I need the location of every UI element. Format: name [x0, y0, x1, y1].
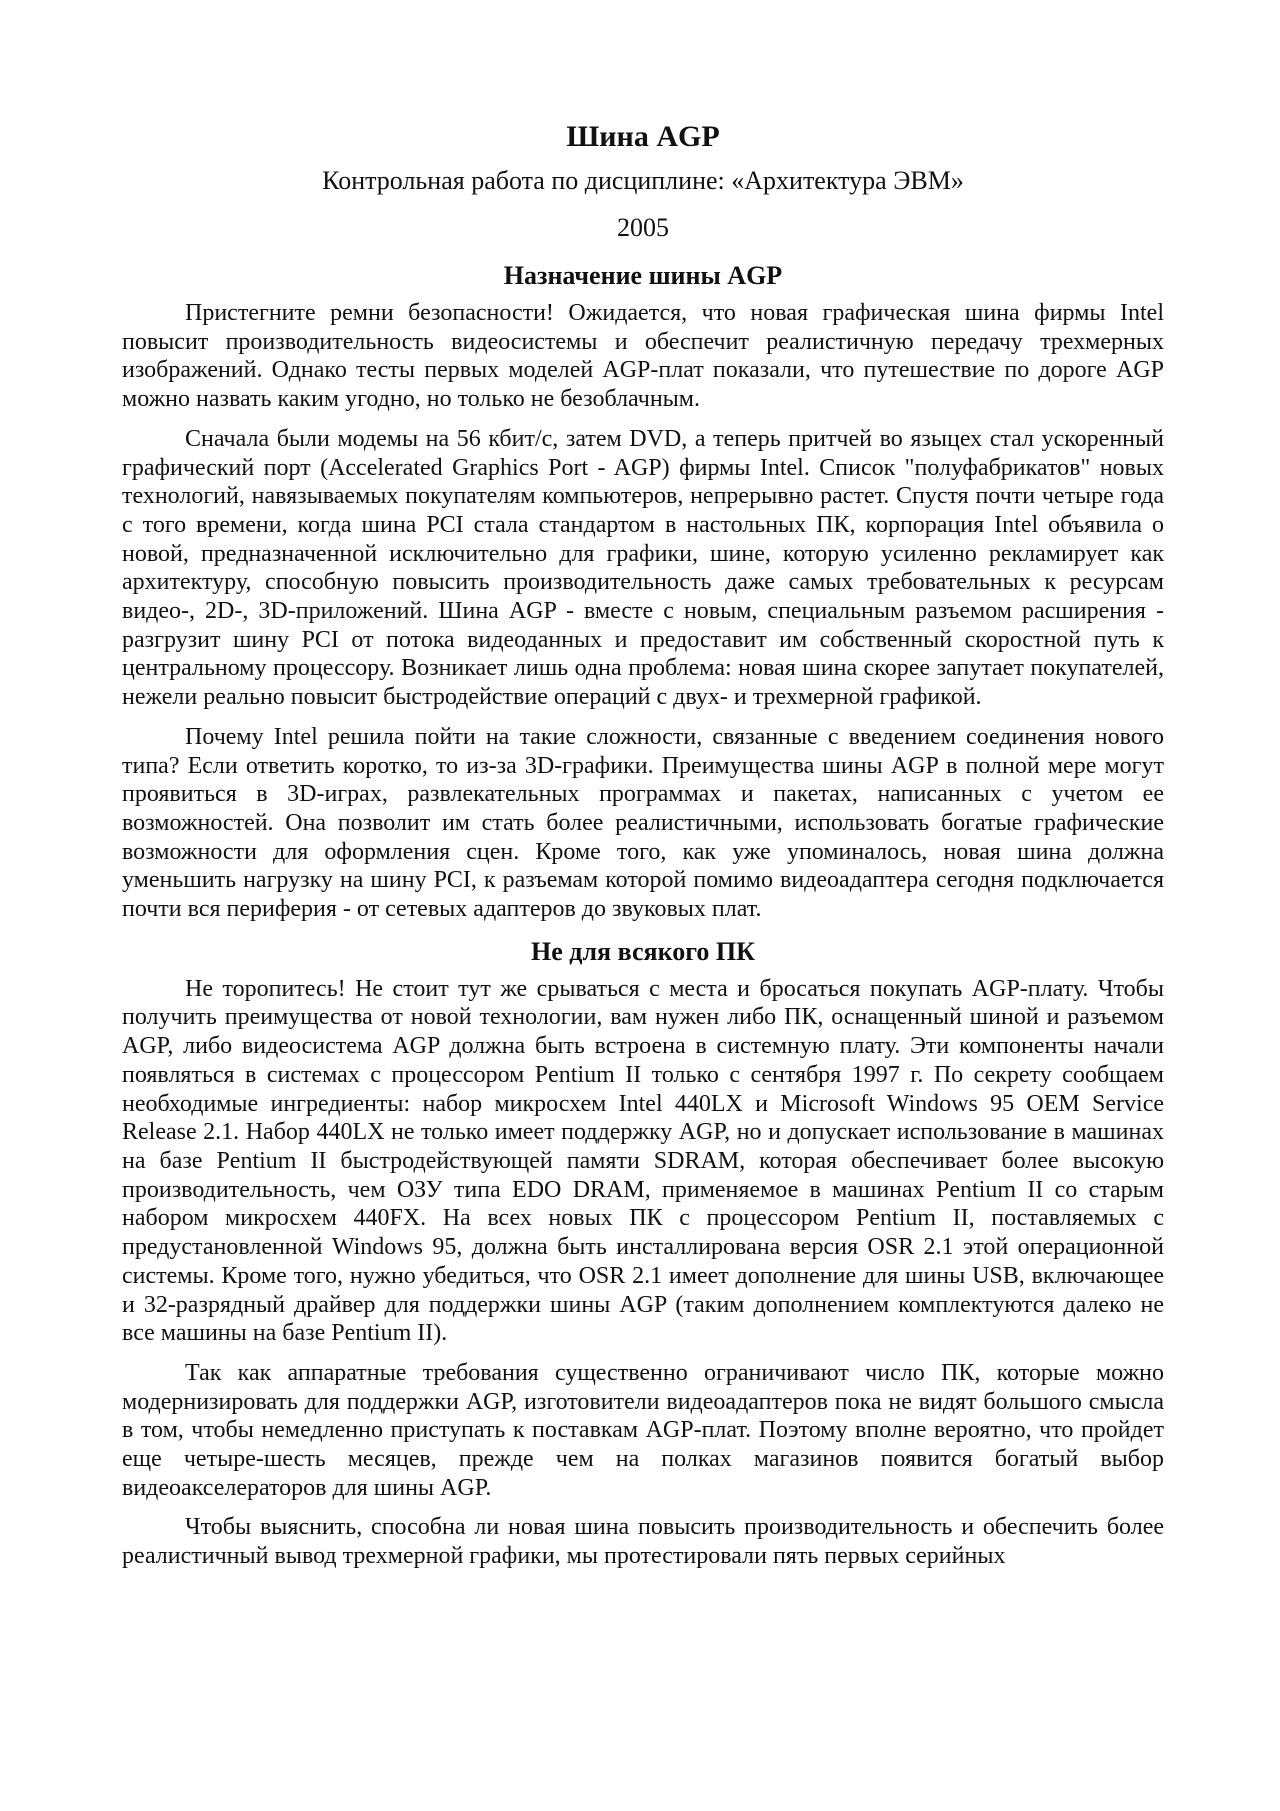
section-purpose: [122, 259, 1164, 924]
section-not-for-every-pc: [122, 935, 1164, 1571]
paragraph: Так как аппаратные требования существенно ограничивают число ПК, которые можно модернизировать для поддержки AGP, изготовители видеоадаптеров пока не видят большого смысла в том, чтобы немедленно приступать к поставкам AGP-плат. Поэтому вполне вероятно, что пройдет еще четыре-шесть месяцев, прежде чем на полках магазинов появится богатый выбор видеоакселераторов для шины AGP.: [122, 1359, 1164, 1501]
paragraph: Не торопитесь! Не стоит тут же срываться с места и бросаться покупать AGP-плату. Чтобы получить преимущества от новой технологии, вам нужен либо ПК, оснащенный шиной и разъемом AGP, либо видеосистема AGP должна быть встроена в системную плату. Эти компоненты начали появляться в системах с процессором Pentium II только с сентября 1997 г. По секрету сообщаем необходимые ингредиенты: набор микросхем Intel 440LX и Microsoft Windows 95 OEM Service Release 2.1. Набор 440LX не только имеет поддержку AGP, но и допускает использование в машинах на базе Pentium II быстродействующей памяти SDRAM, которая обеспечивает более высокую производительность, чем ОЗУ типа EDO DRAM, применяемое в машинах Pentium II со старым набором микросхем 440FX. На всех новых ПК с процессором Pentium II, поставляемых с предустановленной Windows 95, должна быть инсталлирована версия OSR 2.1 этой операционной системы. Кроме того, нужно убедиться, что OSR 2.1 имеет дополнение для шины USB, включающее и 32-разрядный драйвер для поддержки шины AGP (таким дополнением комплектуются далеко не все машины на базе Pentium II).: [122, 975, 1164, 1347]
section-heading: Назначение шины AGP: [503, 261, 783, 290]
document-year: 2005: [617, 213, 669, 242]
paragraph: Пристегните ремни безопасности! Ожидается, что новая графическая шина фирмы Intel повысит производительность видеосистемы и обеспечит реалистичную передачу трехмерных изображений. Однако тесты первых моделей AGP-плат показали, что путешествие по дороге AGP можно назвать каким угодно, но только не безоблачным.: [122, 300, 1164, 413]
paragraph: Почему Intel решила пойти на такие сложности, связанные с введением соединения нового типа? Если ответить коротко, то из-за 3D-графики. Преимущества шины AGP в полной мере могут проявиться в 3D-играх, развлекательных программах и пакетах, написанных с учетом ее возможностей. Она позволит им стать более реалистичными, использовать богатые графические возможности для оформления сцен. Кроме того, как уже упоминалось, новая шина должна уменьшить нагрузку на шину PCI, к разъемам которой помимо видеоадаптера сегодня подключается почти вся периферия - от сетевых адаптеров до звуковых плат.: [122, 723, 1164, 923]
paragraph: Сначала были модемы на 56 кбит/с, затем DVD, а теперь притчей во языцех стал ускоренный графический порт (Accelerated Graphics Port - AGP) фирмы Intel. Список "полуфабрикатов" новых технологий, навязываемых покупателям компьютеров, непрерывно растет. Спустя почти четыре года с того времени, когда шина PCI стала стандартом в настольных ПК, корпорация Intel объявила о новой, предназначенной исключительно для графики, шине, которую усиленно рекламирует как архитектуру, способную повысить производительность даже самых требовательных к ресурсам видео-, 2D-, 3D-приложений. Шина AGP - вместе с новым, специальным разъемом расширения - разгрузит шину PCI от потока видеоданных и предоставит им собственный скоростной путь к центральному процессору. Возникает лишь одна проблема: новая шина скорее запутает покупателей, нежели реально повысит быстродействие операций с двух- и трехмерной графикой.: [122, 425, 1164, 711]
paragraph: Чтобы выяснить, способна ли новая шина повысить производительность и обеспечить более реалистичный вывод трехмерной графики, мы протестировали пять первых серийных: [122, 1514, 1164, 1570]
section-heading: Не для всякого ПК: [531, 936, 755, 966]
document-title: Шина AGP: [566, 120, 720, 153]
document-page: [122, 118, 1164, 1582]
document-subtitle: Контрольная работа по дисциплине: «Архитектура ЭВМ»: [322, 166, 964, 195]
